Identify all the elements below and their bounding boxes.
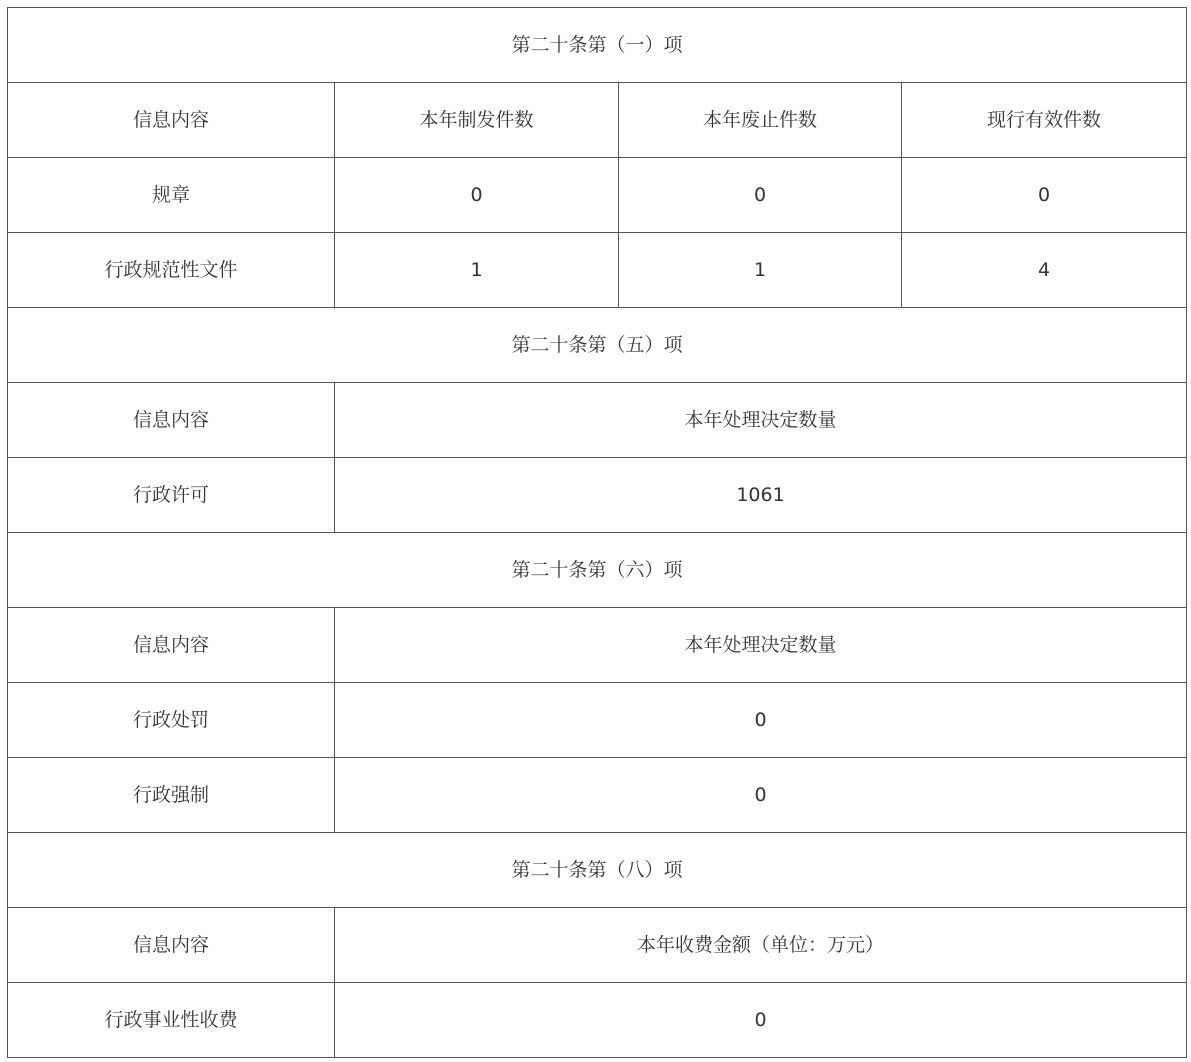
header-cell-info-content: 信息内容 [8,608,335,683]
table-row [8,458,1187,533]
header-cell-fee-amount: 本年收费金额（单位：万元） [335,908,1187,983]
cell-value: 0 [335,683,1187,758]
cell-value: 0 [335,758,1187,833]
header-row [8,83,1187,158]
cell-value: 1 [335,233,619,308]
header-cell-decision-count: 本年处理决定数量 [335,608,1187,683]
header-cell-info-content: 信息内容 [8,908,335,983]
header-cell-issued-count: 本年制发件数 [335,83,619,158]
section-title: 第二十条第（一）项 [8,8,1187,83]
row-label: 规章 [8,158,335,233]
section-title-row [8,8,1187,83]
section-title-row [8,533,1187,608]
cell-value: 0 [335,983,1187,1058]
row-label: 行政处罚 [8,683,335,758]
table-row [8,233,1187,308]
header-cell-effective-count: 现行有效件数 [902,83,1187,158]
table-row [8,758,1187,833]
row-label: 行政规范性文件 [8,233,335,308]
cell-value: 1 [619,233,902,308]
header-row [8,908,1187,983]
row-label: 行政事业性收费 [8,983,335,1058]
header-cell-info-content: 信息内容 [8,383,335,458]
disclosure-table [7,7,1187,1058]
table-row [8,158,1187,233]
header-cell-abolished-count: 本年废止件数 [619,83,902,158]
header-row [8,383,1187,458]
header-cell-info-content: 信息内容 [8,83,335,158]
row-label: 行政许可 [8,458,335,533]
header-cell-decision-count: 本年处理决定数量 [335,383,1187,458]
section-title: 第二十条第（六）项 [8,533,1187,608]
header-row [8,608,1187,683]
cell-value: 4 [902,233,1187,308]
section-title-row [8,308,1187,383]
disclosure-table-container [7,7,1187,1058]
cell-value: 0 [335,158,619,233]
row-label: 行政强制 [8,758,335,833]
table-row [8,983,1187,1058]
cell-value: 0 [902,158,1187,233]
cell-value: 1061 [335,458,1187,533]
table-row [8,683,1187,758]
section-title: 第二十条第（五）项 [8,308,1187,383]
cell-value: 0 [619,158,902,233]
section-title-row [8,833,1187,908]
section-title: 第二十条第（八）项 [8,833,1187,908]
